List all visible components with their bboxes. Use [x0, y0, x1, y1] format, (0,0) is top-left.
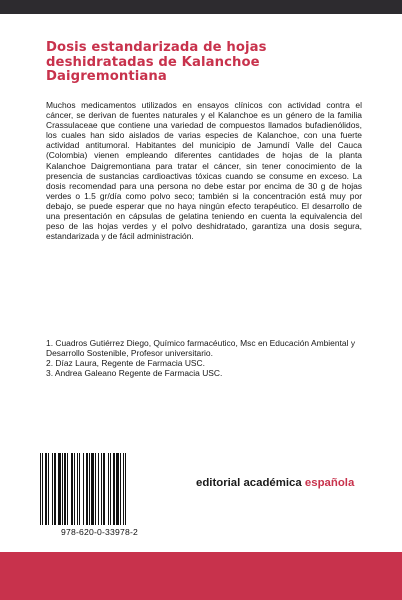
- barcode-bar: [74, 453, 75, 525]
- barcode-bar: [86, 453, 88, 525]
- barcode-bar: [40, 453, 41, 525]
- book-title: [46, 41, 376, 85]
- book-title-line: deshidratadas de Kalanchoe: [46, 54, 260, 70]
- barcode-bar: [120, 453, 121, 525]
- barcode-bar: [52, 453, 53, 525]
- barcode-bar: [98, 453, 99, 525]
- barcode-bar: [116, 453, 119, 525]
- barcode-bar: [48, 453, 49, 525]
- barcode-bar: [108, 453, 109, 525]
- barcode-bar: [58, 453, 61, 525]
- top-bar: [0, 0, 402, 14]
- barcode-image: [38, 453, 161, 525]
- barcode-bar: [54, 453, 56, 525]
- barcode-bar: [123, 453, 124, 525]
- barcode-bar: [89, 453, 90, 525]
- barcode-bar: [95, 453, 96, 525]
- bottom-bar: [0, 552, 402, 600]
- book-title-line: Dosis estandarizada de hojas: [46, 40, 267, 55]
- barcode-bar: [79, 453, 80, 525]
- barcode-bar: [83, 453, 84, 525]
- barcode-bar: [62, 453, 63, 525]
- barcode-bar: [101, 453, 102, 525]
- author-list: [46, 338, 366, 378]
- barcode-bar: [64, 453, 66, 525]
- barcode-block: [33, 451, 166, 546]
- isbn-number: 978-620-0-33978-2: [61, 527, 138, 537]
- barcode-bar: [125, 453, 126, 525]
- barcode-bar: [42, 453, 43, 525]
- barcode-bar: [77, 453, 78, 525]
- author-item: 3. Andrea Galeano Regente de Farmacia USC.: [46, 368, 223, 379]
- book-title-line: Daigremontiana: [46, 69, 167, 84]
- barcode-bar: [103, 453, 105, 525]
- barcode-bar: [91, 453, 94, 525]
- publisher-name: editorial académica: [196, 477, 302, 489]
- author-item: 2. Díaz Laura, Regente de Farmacia USC.: [46, 358, 205, 369]
- barcode-bar: [113, 453, 115, 525]
- barcode-bar: [110, 453, 111, 525]
- book-abstract: Muchos medicamentos utilizados en ensayos clínicos con actividad contra el cáncer, se derivan de fuentes naturales y el Kalanchoe es un género de la familia Crassulaceae que contiene una variedad de compuestos llamados bufadienólidos, los cuales han sido aislados de varias especies de Kalanchoe, con una fuerte actividad antitumoral. Habitantes del municipio de Jamundí Valle del Cauca (Colombia) vienen empleando diferentes cantidades de hojas de la planta Kalanchoe Daigremontiana para tratar el cáncer, sin tener conocimiento de la presencia de sustancias cardioactivas tóxicas cuando se consume en exceso. La dosis recomendad para una persona no debe estar por encima de 30 g de hojas verdes o 1.5 gr/día como polvo seco; también si la concentración está muy por debajo, se puede esperar que no haya ningún efecto terapéutico. El desarrollo de una presentación en cápsulas de gelatina teniendo en cuenta la equivalencia del peso de las hojas verdes y el polvo deshidratado, garantiza una dosis segura, estandarizada y de fácil administración.: [46, 100, 362, 242]
- publisher-logo: [196, 477, 354, 489]
- barcode-bar: [45, 453, 47, 525]
- barcode-bar: [67, 453, 68, 525]
- author-item: 1. Cuadros Gutiérrez Diego, Químico farmacéutico, Msc en Educación Ambiental y Desarrollo Sostenible, Profesor universitario.: [46, 338, 356, 359]
- publisher-name-accent: española: [304, 477, 355, 489]
- barcode-bar: [71, 453, 73, 525]
